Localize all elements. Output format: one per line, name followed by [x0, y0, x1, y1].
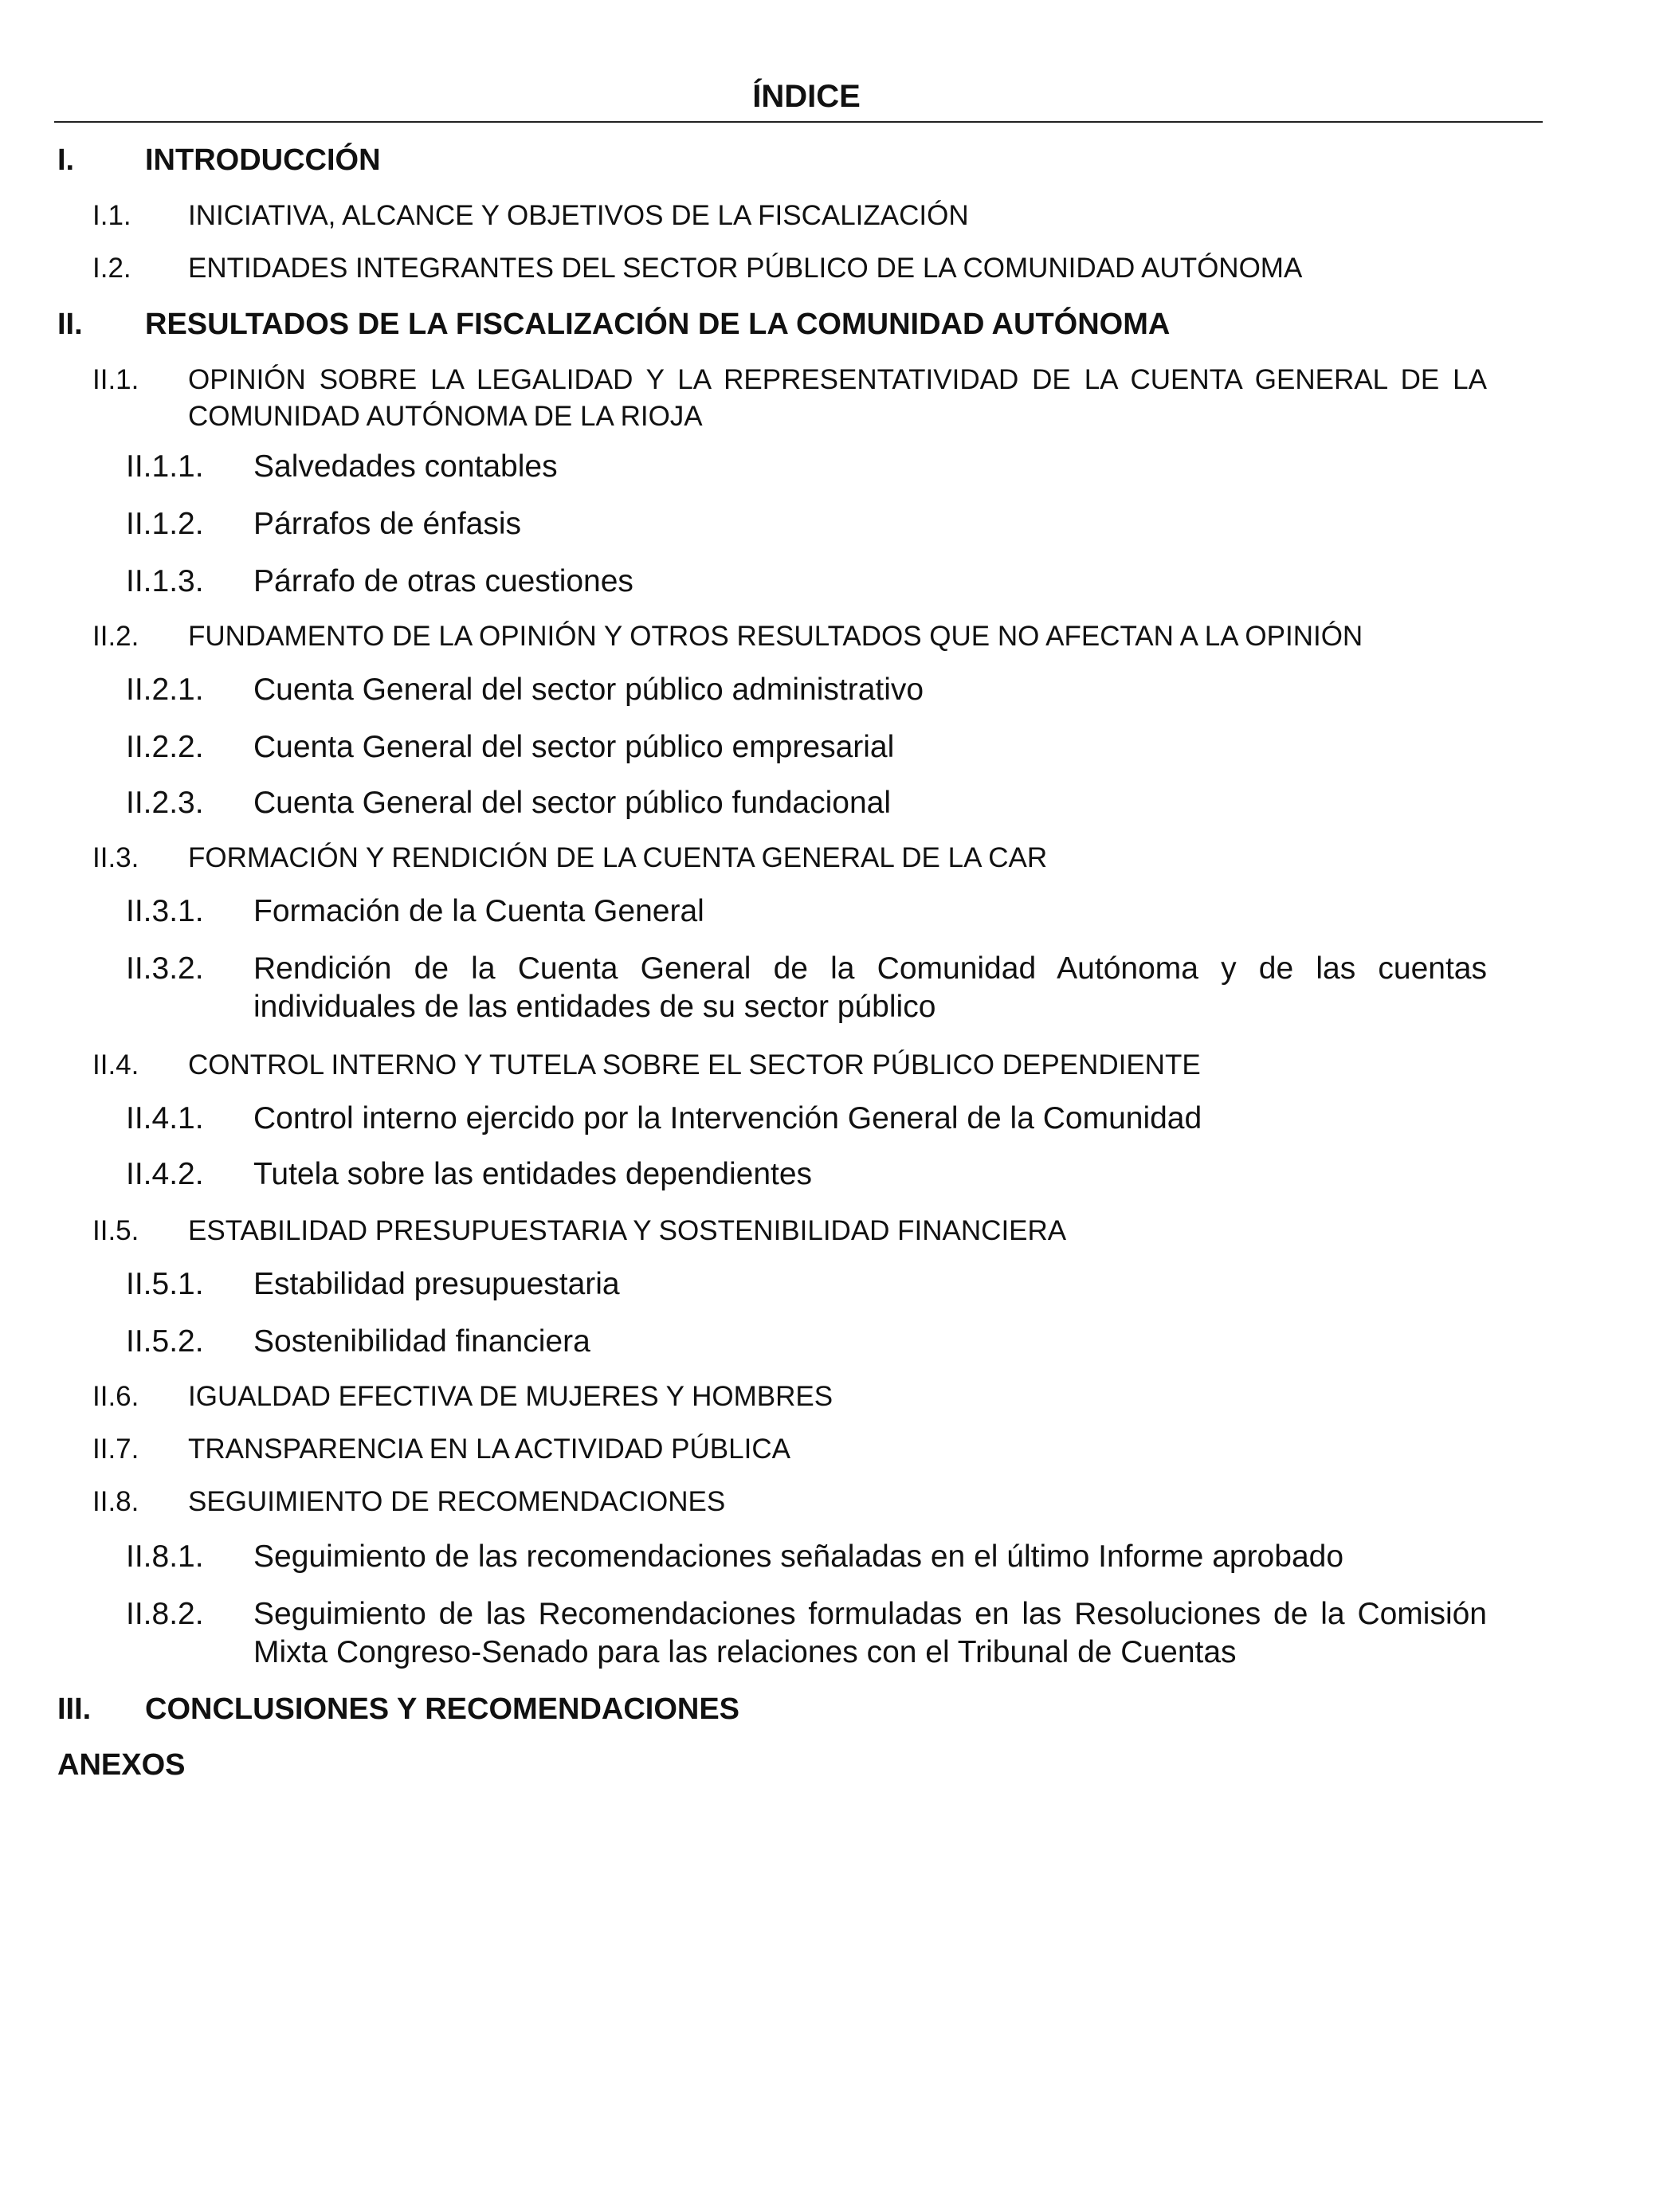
toc-entry-title: Control interno ejercido por la Intervención General de la Comunidad: [253, 1101, 1202, 1135]
toc-entry-number: II.1.1.: [126, 449, 204, 484]
toc-entry-number: II.2.1.: [126, 673, 204, 707]
toc-entry-title: ESTABILIDAD PRESUPUESTARIA Y SOSTENIBILIDAD FINANCIERA: [188, 1215, 1067, 1246]
toc-entry-title: ENTIDADES INTEGRANTES DEL SECTOR PÚBLICO DE LA COMUNIDAD AUTÓNOMA: [188, 253, 1303, 284]
toc-entry-title: Seguimiento de las Recomendaciones formuladas en las Resoluciones de la Comisión Mixta Congreso-Senado para las relaciones con el Tribunal de Cuentas: [253, 1597, 1487, 1669]
toc-entry-title: SEGUIMIENTO DE RECOMENDACIONES: [188, 1486, 726, 1517]
toc-entry-title: Cuenta General del sector público empresarial: [253, 730, 895, 764]
toc-entry-number: II.: [57, 308, 83, 341]
toc-entry-number: II.4.1.: [126, 1101, 204, 1135]
toc-entry-title: Estabilidad presupuestaria: [253, 1267, 620, 1301]
toc-entry-number: II.2.: [92, 621, 139, 652]
toc-entry-title: FORMACIÓN Y RENDICIÓN DE LA CUENTA GENERAL DE LA CAR: [188, 842, 1048, 873]
toc-entry-title: Cuenta General del sector público fundacional: [253, 786, 892, 820]
toc-entry-title: ANEXOS: [57, 1748, 186, 1782]
toc-entry-title: Sostenibilidad financiera: [253, 1324, 590, 1359]
toc-entry-number: I.: [57, 143, 75, 177]
toc-entry-number: II.6.: [92, 1381, 139, 1412]
toc-entry-title: Seguimiento de las recomendaciones señaladas en el último Informe aprobado: [253, 1539, 1344, 1574]
toc-entry-title: CONCLUSIONES Y RECOMENDACIONES: [145, 1692, 740, 1726]
toc-entry-number: II.1.: [92, 364, 139, 395]
toc-entry-title: Párrafo de otras cuestiones: [253, 564, 633, 598]
page-title: ÍNDICE: [752, 79, 861, 114]
toc-entry-number: II.3.2.: [126, 951, 204, 986]
toc-entry-number: II.8.1.: [126, 1539, 204, 1574]
toc-entry-number: II.2.3.: [126, 786, 204, 820]
toc-entry-number: II.4.2.: [126, 1157, 204, 1191]
toc-entry-number: II.2.2.: [126, 730, 204, 764]
toc-entry-title: Cuenta General del sector público administrativo: [253, 673, 924, 707]
toc-entry-number: II.8.: [92, 1486, 139, 1517]
toc-entry-title: OPINIÓN SOBRE LA LEGALIDAD Y LA REPRESENTATIVIDAD DE LA CUENTA GENERAL DE LA COMUNIDAD AUTÓNOMA DE LA RIOJA: [188, 364, 1487, 432]
toc-entry-number: I.2.: [92, 253, 131, 284]
toc-entry-title: RESULTADOS DE LA FISCALIZACIÓN DE LA COMUNIDAD AUTÓNOMA: [145, 308, 1171, 341]
toc-entry-title: FUNDAMENTO DE LA OPINIÓN Y OTROS RESULTADOS QUE NO AFECTAN A LA OPINIÓN: [188, 621, 1363, 652]
toc-entry-title: Formación de la Cuenta General: [253, 894, 704, 928]
toc-entry-number: II.5.2.: [126, 1324, 204, 1359]
toc-entry-title: INTRODUCCIÓN: [145, 143, 381, 177]
toc-entry-number: II.8.2.: [126, 1597, 204, 1631]
toc-entry-number: II.1.2.: [126, 507, 204, 541]
toc-entry-number: II.4.: [92, 1049, 139, 1081]
toc-entry-title: Párrafos de énfasis: [253, 507, 522, 541]
toc-entry-title: Rendición de la Cuenta General de la Comunidad Autónoma y de las cuentas individuales de las entidades de su sector público: [253, 951, 1487, 1024]
toc-entry-title: TRANSPARENCIA EN LA ACTIVIDAD PÚBLICA: [188, 1433, 790, 1465]
toc-entry-title: Salvedades contables: [253, 449, 558, 484]
toc-entry-number: II.1.3.: [126, 564, 204, 598]
toc-entry-title: Tutela sobre las entidades dependientes: [253, 1157, 813, 1191]
toc-entry-number: III.: [57, 1692, 92, 1726]
toc-entry-number: II.3.: [92, 842, 139, 873]
toc-entry-title: CONTROL INTERNO Y TUTELA SOBRE EL SECTOR PÚBLICO DEPENDIENTE: [188, 1049, 1201, 1081]
toc-entry-number: II.5.: [92, 1215, 139, 1246]
toc-entry-title: IGUALDAD EFECTIVA DE MUJERES Y HOMBRES: [188, 1381, 834, 1412]
toc-entry-title: INICIATIVA, ALCANCE Y OBJETIVOS DE LA FISCALIZACIÓN: [188, 200, 969, 231]
toc-entry-number: II.7.: [92, 1433, 139, 1465]
toc-entry-number: I.1.: [92, 200, 131, 231]
toc-entry-number: II.5.1.: [126, 1267, 204, 1301]
toc-entry-number: II.3.1.: [126, 894, 204, 928]
title-divider: [54, 121, 1543, 123]
